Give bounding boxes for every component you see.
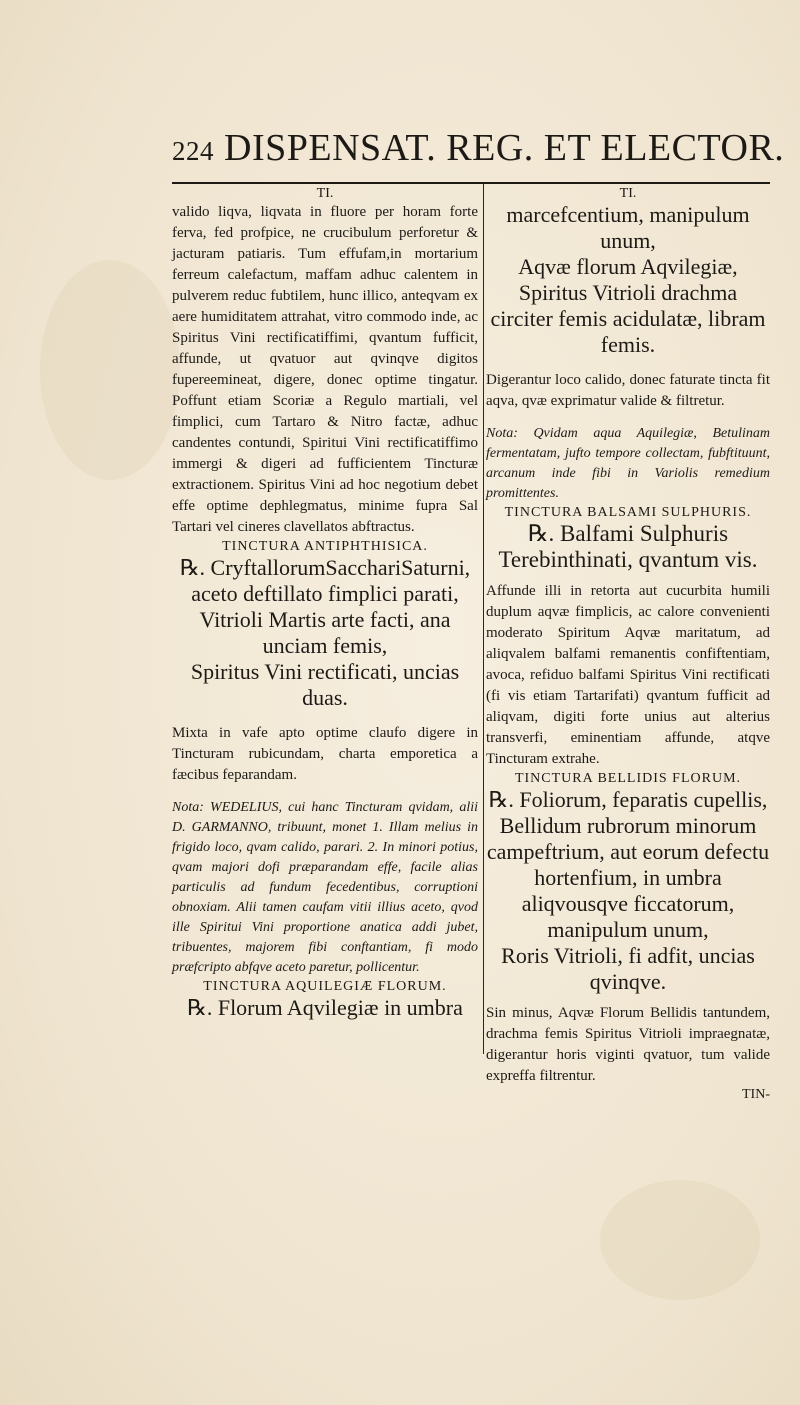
paragraph: Affunde illi in retorta aut cucurbita humili duplum aqvæ fimplicis, ac calore convenienti moderato Spiritum Aqvæ maritatum, ad aliqvalem balfami remanentis confiftentiam, avoca, refiduo balfami Spiritus Vini rectificati (fi vis etiam Tartarifati) qvantum fufficit ad aliqvam, digiti forte unius aut alterius transverfi, eminentiam affunde, atqve Tincturam extrahe. bbox=[486, 583, 770, 767]
recipe-line: Roris Vitrioli, fi adfit, uncias qvinqve. bbox=[501, 943, 755, 994]
recipe-line: Spiritus Vini rectificati, uncias duas. bbox=[190, 659, 460, 710]
recipe-line: ℞. Balfami Sulphuris Terebinthinati, qvantum vis. bbox=[498, 521, 758, 572]
paragraph: valido liqva, liqvata in fluore per horam forte ferva, fed profpice, ne crucibulum perforetur & jacturam patiaris. Tum effufam,in mortarium ferreum calefactum, maffam adhuc calentem in pulverem reduc fubtilem, hunc illico, anteqvam ex aere humiditatem attrahat, vitro commodo inde, ac Spiritus Vini rectificatiffimi, qvantum fufficit, affunde, ut qvatuor aut qvinqve digitos fupereemineat, digere, donec optime tingatur. Poffunt etiam Scoriæ a Regulo martiali, vel fimplici, cum Tartaro & Nitro factæ, adhuc candentes contundi, Spiritui Vini rectificatiffimo immergi & digeri ad fufficientem Tincturæ extractionem. Spiritus Vini ad hoc negotium debet effe optime dephlegmatus, minime fupra Sal Tartari vel cineres clavellatos abftractus. bbox=[172, 204, 478, 535]
paragraph: Sin minus, Aqvæ Florum Bellidis tantundem, drachma femis Spiritus Vitrioli impraegnatæ, digerantur horis viginti qvatuor, tum valide expreffa filtrentur. bbox=[486, 1005, 770, 1084]
section-heading: TINCTURA BELLIDIS FLORUM. bbox=[514, 771, 742, 786]
paragraph: Digerantur loco calido, donec faturate tincta fit aqva, qvæ exprimatur valide & filtretur. bbox=[486, 372, 770, 409]
section-heading: TINCTURA AQUILEGIÆ FLORUM. bbox=[203, 979, 447, 994]
recipe-line: ℞. CryftallorumSacchariSaturni, aceto deftillato fimplici parati, bbox=[179, 555, 471, 606]
nota-note: Nota: Qvidam aqua Aquilegiæ, Betulinam fermentatam, jufto tempore collectam, fubftituunt, arcanum inde fibi in Variolis remedium promittentes. bbox=[486, 426, 770, 501]
right-column bbox=[486, 186, 770, 1103]
recipe-line: marcefcentium, manipulum unum, bbox=[506, 202, 750, 253]
recipe-line: Vitrioli Martis arte facti, ana unciam femis, bbox=[199, 607, 451, 658]
paper-stain bbox=[40, 260, 180, 480]
nota-note: Nota: WEDELIUS, cui hanc Tincturam qvidam, alii D. GARMANNO, tribuunt, monet 1. Illam melius in frigido loco, qvam calido, parari. 2. In minori potius, qvam majori dofi præparandam effe, facile alias particulis ad fundum fecedentibus, corruptioni obnoxiam. Alii tamen caufam vitii illius aceto, qvod ille Spiritui Vini proportione anatica addi jubet, tribuentes, majorem fibi conftantiam, fi modo præfcripto abfqve aceto paretur, pollicentur. bbox=[172, 800, 478, 975]
left-column bbox=[172, 186, 478, 1021]
page-header bbox=[172, 126, 785, 182]
section-heading: TINCTURA ANTIPHTHISICA. bbox=[222, 539, 428, 554]
catchword: TIN- bbox=[742, 1087, 770, 1102]
column-divider bbox=[483, 184, 484, 1054]
column-number: TI. bbox=[619, 186, 637, 201]
running-title: DISPENSAT. REG. ET ELECTOR. bbox=[224, 127, 785, 169]
paper-stain bbox=[600, 1180, 760, 1300]
header-rule bbox=[172, 182, 770, 184]
recipe-line: ℞. Foliorum, feparatis cupellis, Bellidum rubrorum minorum campeftrium, aut eorum defectu hortenfium, in umbra aliqvousqve ficcatorum, manipulum unum, bbox=[486, 787, 770, 942]
column-number: TI. bbox=[316, 186, 334, 201]
recipe-line: ℞. Florum Aqvilegiæ in umbra bbox=[187, 995, 463, 1020]
recipe-line: Aqvæ florum Aqvilegiæ, Spiritus Vitrioli drachma circiter femis acidulatæ, libram femis. bbox=[490, 254, 766, 357]
section-heading: TINCTURA BALSAMI SULPHURIS. bbox=[504, 505, 752, 520]
page-number: 224 bbox=[172, 136, 214, 166]
paragraph: Mixta in vafe apto optime claufo digere in Tincturam rubicundam, charta emporetica a fæcibus feparandam. bbox=[172, 725, 478, 783]
